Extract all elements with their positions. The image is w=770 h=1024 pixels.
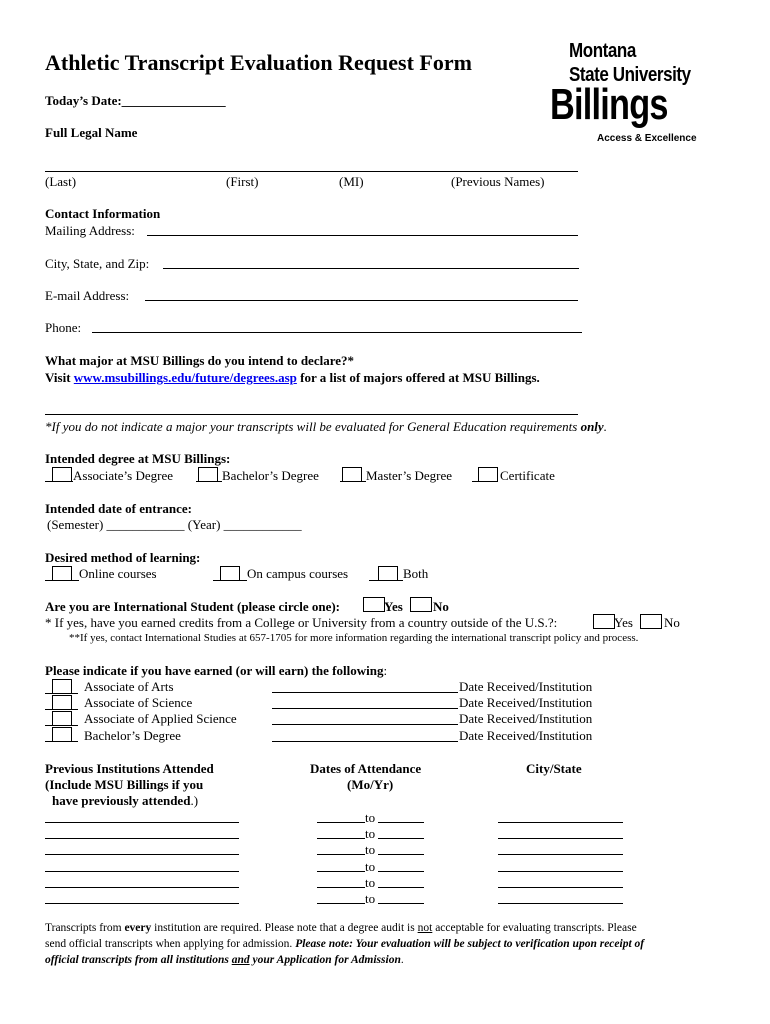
contact-heading: Contact Information: [45, 206, 161, 221]
prev-inst-heading-3-line: [52, 793, 198, 809]
degree-option-associates: Associate’s Degree: [73, 468, 173, 483]
attendance-from-field[interactable]: [317, 822, 365, 823]
mailing-address-label: Mailing Address:: [45, 223, 135, 238]
international-question-text: Are you are International Student (please circle one):: [45, 599, 340, 614]
online-courses-checkbox[interactable]: [52, 566, 72, 581]
earned-colon: :: [383, 663, 388, 678]
attendance-to-label: to: [365, 859, 376, 874]
bachelors-degree-checkbox[interactable]: [198, 467, 218, 482]
city-state-field[interactable]: [498, 838, 623, 839]
institution-name-field[interactable]: [45, 854, 239, 855]
degree-heading: Intended degree at MSU Billings:: [45, 451, 231, 466]
visit-rest: for a list of majors offered at MSU Billings.: [300, 370, 540, 385]
mo-yr-heading: (Mo/Yr): [347, 777, 394, 792]
institution-name-field[interactable]: [45, 822, 239, 823]
earned-bachelors: Bachelor’s Degree: [84, 728, 181, 743]
city-state-field[interactable]: [498, 854, 623, 855]
city-state-zip-label: City, State, and Zip:: [45, 256, 150, 271]
foreign-credits-no-label: No: [664, 615, 680, 630]
attendance-to-field[interactable]: [378, 887, 424, 888]
earned-associate-arts: Associate of Arts: [84, 679, 174, 694]
footer-line-3: [45, 954, 404, 966]
institution-name-field[interactable]: [45, 871, 239, 872]
international-note: **If yes, contact International Studies at 657-1705 for more information regarding the international transcript policy and process.: [69, 632, 639, 644]
full-legal-name-label: Full Legal Name: [45, 125, 138, 140]
footer-every: every: [124, 922, 152, 934]
international-no-label: No: [433, 599, 449, 614]
degree-option-bachelors: Bachelor’s Degree: [222, 468, 319, 483]
city-state-field[interactable]: [498, 822, 623, 823]
associate-applied-science-checkbox[interactable]: [52, 711, 72, 726]
attendance-from-field[interactable]: [317, 838, 365, 839]
date-received-label-2: Date Received/Institution: [459, 695, 593, 710]
degree-option-certificate: Certificate: [500, 468, 555, 483]
form-title: Athletic Transcript Evaluation Request Form: [45, 50, 472, 75]
logo-line2: State University: [569, 64, 691, 86]
attendance-to-field[interactable]: [378, 822, 424, 823]
major-note-end: .: [603, 419, 607, 434]
both-checkbox[interactable]: [378, 566, 398, 581]
attendance-to-field[interactable]: [378, 854, 424, 855]
learning-option-both: Both: [403, 566, 429, 581]
international-yes-checkbox[interactable]: [363, 597, 385, 612]
institution-name-field[interactable]: [45, 838, 239, 839]
earned-heading: Please indicate if you have earned (or will earn) the following: [45, 663, 384, 678]
prev-inst-heading-1: Previous Institutions Attended: [45, 761, 214, 776]
degrees-link[interactable]: www.msubillings.edu/future/degrees.asp: [73, 370, 297, 385]
entrance-heading: Intended date of entrance:: [45, 501, 192, 516]
major-field[interactable]: [45, 414, 578, 415]
city-state-field[interactable]: [498, 871, 623, 872]
institution-name-field[interactable]: [45, 903, 239, 904]
entrance-fields[interactable]: (Semester) ____________ (Year) ____________: [47, 517, 302, 532]
footer-not: not: [417, 922, 433, 934]
attendance-to-label: to: [365, 810, 376, 825]
on-campus-checkbox[interactable]: [220, 566, 240, 581]
city-state-zip-field[interactable]: [163, 268, 579, 269]
learning-option-campus: On campus courses: [247, 566, 349, 581]
dates-attendance-heading: Dates of Attendance: [310, 761, 422, 776]
logo-line1: Montana: [569, 40, 636, 62]
footer-bi1: Please note: Your evaluation will be subject to verification upon receipt of: [295, 938, 645, 950]
international-question: [45, 599, 340, 615]
institution-name-field[interactable]: [45, 887, 239, 888]
prev-inst-heading-end: .): [190, 793, 199, 808]
attendance-to-label: to: [365, 891, 376, 906]
email-field[interactable]: [145, 300, 578, 301]
attendance-from-field[interactable]: [317, 887, 365, 888]
learning-option-online: Online courses: [79, 566, 157, 581]
attendance-to-field[interactable]: [378, 871, 424, 872]
phone-field[interactable]: [92, 332, 582, 333]
date-received-label-4: Date Received/Institution: [459, 728, 593, 743]
footer-p3: acceptable for evaluating transcripts. Please: [435, 922, 637, 934]
last-name-label: (Last): [45, 174, 77, 189]
attendance-from-field[interactable]: [317, 871, 365, 872]
date-received-label-3: Date Received/Institution: [459, 711, 593, 726]
footer-p2: institution are required. Please note that a degree audit is: [154, 922, 415, 934]
major-visit-line: [45, 370, 540, 386]
city-state-field[interactable]: [498, 887, 623, 888]
degree-option-masters: Master’s Degree: [366, 468, 453, 483]
attendance-from-field[interactable]: [317, 903, 365, 904]
foreign-credits-question: * If yes, have you earned credits from a College or University from a country outside of the U.S.?:: [45, 615, 558, 630]
associate-science-date-field[interactable]: [272, 708, 458, 709]
earned-associate-science: Associate of Science: [84, 695, 193, 710]
attendance-to-field[interactable]: [378, 903, 424, 904]
mailing-address-field[interactable]: [147, 235, 578, 236]
mi-label: (MI): [339, 174, 364, 189]
phone-label: Phone:: [45, 320, 82, 335]
associates-degree-checkbox[interactable]: [52, 467, 72, 482]
foreign-credits-yes-checkbox[interactable]: [593, 614, 615, 629]
major-note-only: only: [580, 419, 604, 434]
footer-and: and: [231, 954, 250, 966]
footer-p1: Transcripts from: [45, 922, 122, 934]
foreign-credits-yes-label: Yes: [614, 615, 633, 630]
footer-line-2: [45, 938, 644, 950]
footer-bi3: your Application for Admission: [252, 954, 401, 966]
logo-tagline: Access & Excellence: [597, 133, 697, 144]
footer-p4: send official transcripts when applying for admission.: [45, 938, 293, 950]
email-label: E-mail Address:: [45, 288, 130, 303]
associate-applied-science-date-field[interactable]: [272, 724, 458, 725]
international-no-checkbox[interactable]: [410, 597, 432, 612]
prev-inst-heading-3: have previously attended: [52, 793, 191, 808]
earned-associate-applied-science: Associate of Applied Science: [84, 711, 237, 726]
major-question: What major at MSU Billings do you intend to declare?*: [45, 353, 355, 368]
footer-line-1: [45, 922, 637, 934]
associate-science-checkbox[interactable]: [52, 695, 72, 710]
city-state-heading: City/State: [526, 761, 582, 776]
major-note-text: *If you do not indicate a major your transcripts will be evaluated for General Education requirements: [45, 419, 578, 434]
bachelors-earned-checkbox[interactable]: [52, 727, 72, 742]
previous-names-label: (Previous Names): [451, 174, 545, 189]
date-received-label-1: Date Received/Institution: [459, 679, 593, 694]
major-note: [45, 419, 607, 435]
earned-heading-line: [45, 663, 387, 679]
visit-word: Visit: [45, 370, 71, 385]
masters-degree-checkbox[interactable]: [342, 467, 362, 482]
footer-bi2: official transcripts from all institutions: [45, 954, 229, 966]
prev-inst-heading-2: (Include MSU Billings if you: [45, 777, 204, 792]
attendance-to-field[interactable]: [378, 838, 424, 839]
attendance-to-label: to: [365, 842, 376, 857]
associate-arts-date-field[interactable]: [272, 692, 458, 693]
international-yes-label: Yes: [384, 599, 403, 614]
attendance-to-label: to: [365, 875, 376, 890]
footer-period: .: [400, 954, 404, 966]
full-name-field[interactable]: [45, 171, 578, 172]
bachelors-date-field[interactable]: [272, 741, 458, 742]
city-state-field[interactable]: [498, 903, 623, 904]
logo-billings: Billings: [550, 80, 668, 129]
attendance-from-field[interactable]: [317, 854, 365, 855]
foreign-credits-no-checkbox[interactable]: [640, 614, 662, 629]
learning-heading: Desired method of learning:: [45, 550, 201, 565]
certificate-checkbox[interactable]: [478, 467, 498, 482]
associate-arts-checkbox[interactable]: [52, 679, 72, 694]
first-name-label: (First): [226, 174, 259, 189]
attendance-to-label: to: [365, 826, 376, 841]
todays-date-label[interactable]: Today’s Date:________________: [45, 93, 226, 108]
